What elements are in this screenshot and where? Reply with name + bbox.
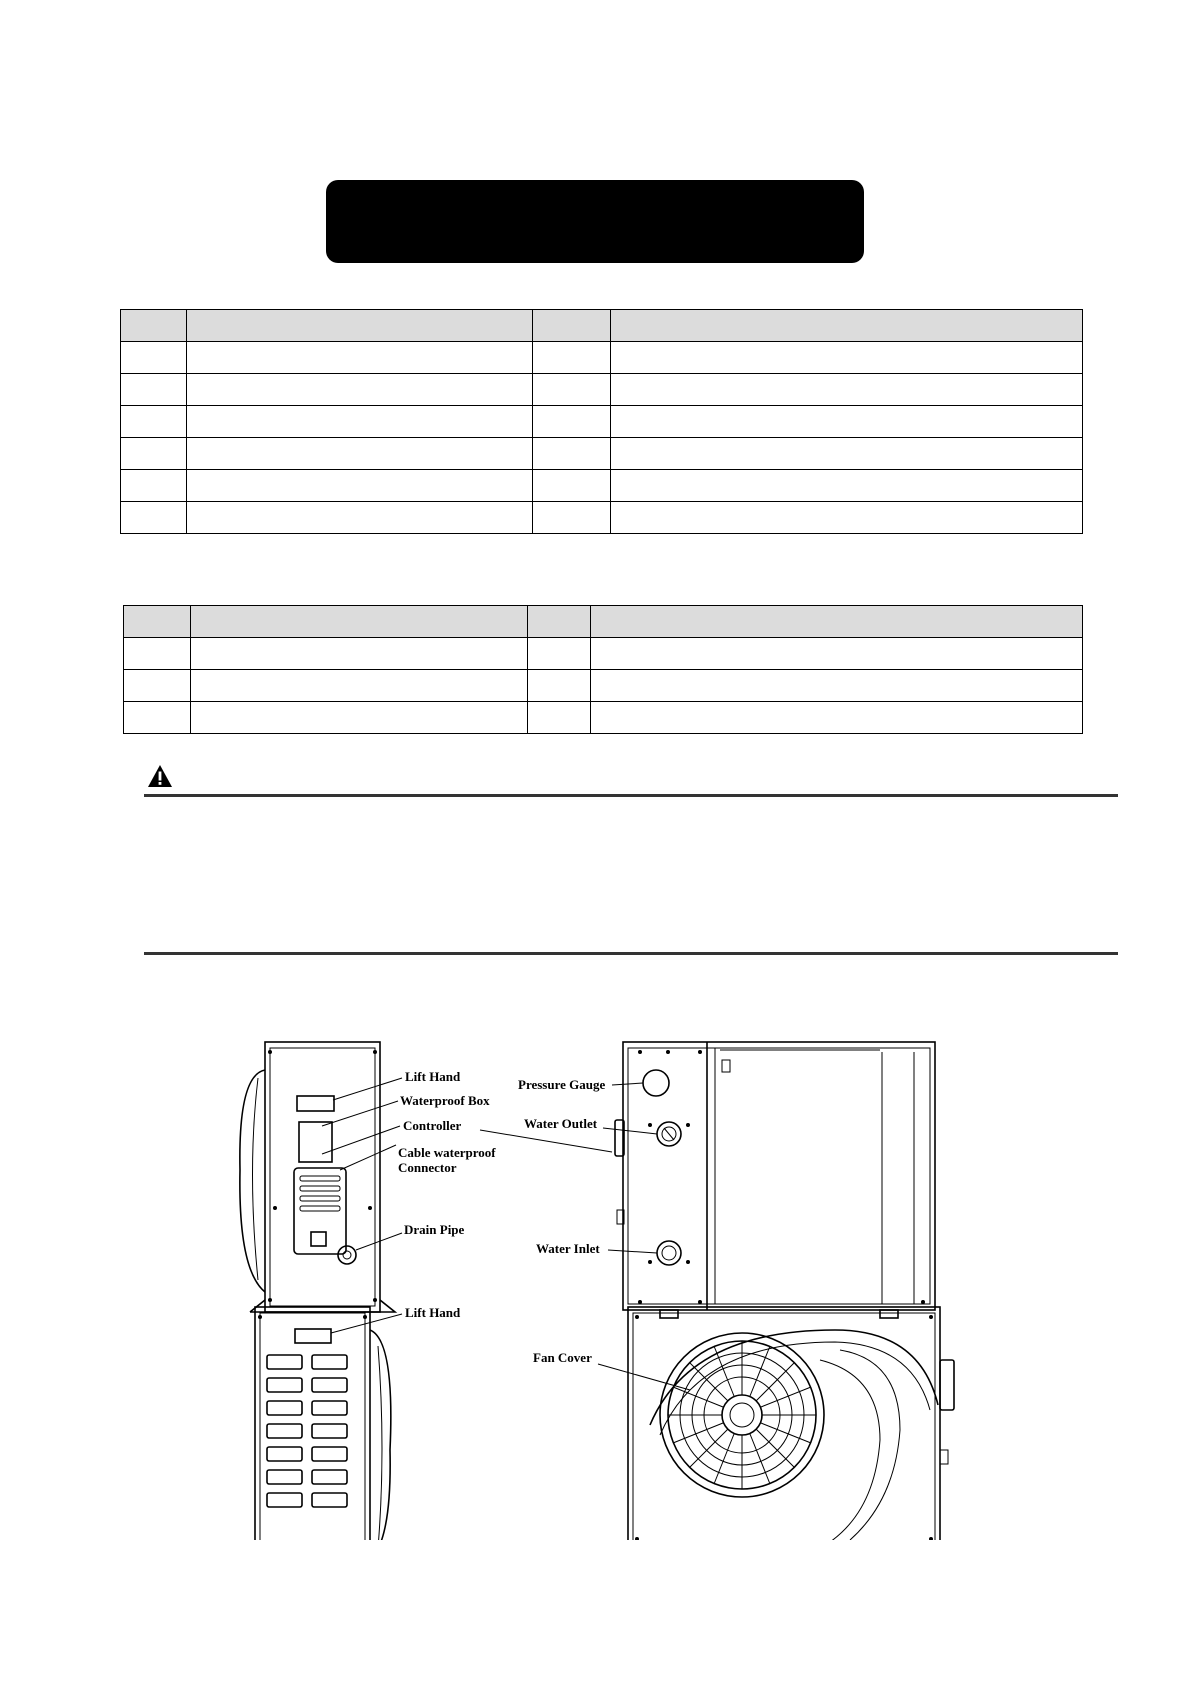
label-controller: Controller xyxy=(403,1118,462,1133)
warning-rule-top xyxy=(144,794,1118,797)
table-header-cell xyxy=(124,606,191,638)
table-row xyxy=(121,342,1083,374)
table-cell xyxy=(611,470,1083,502)
table-row xyxy=(121,438,1083,470)
table-cell xyxy=(528,702,591,734)
leader-drain-pipe xyxy=(356,1233,402,1250)
table-header-cell xyxy=(591,606,1083,638)
table-row xyxy=(121,406,1083,438)
table-cell xyxy=(124,702,191,734)
table-cell xyxy=(191,670,528,702)
table-header-cell xyxy=(121,310,187,342)
label-lift-hand-back: Lift Hand xyxy=(405,1305,461,1320)
table-cell xyxy=(533,502,611,534)
warning-rule-bottom xyxy=(144,952,1118,955)
table-cell xyxy=(591,702,1083,734)
table-row xyxy=(121,502,1083,534)
fan-blades xyxy=(668,1341,816,1489)
table-header-cell xyxy=(611,310,1083,342)
leader-controller-rear xyxy=(480,1130,612,1152)
louver-view-drawing xyxy=(243,1307,391,1540)
label-pressure-gauge: Pressure Gauge xyxy=(518,1077,606,1092)
table-header-cell xyxy=(533,310,611,342)
table-header-cell xyxy=(187,310,533,342)
table-cell xyxy=(611,502,1083,534)
table-cell xyxy=(191,638,528,670)
leader-controller xyxy=(322,1126,400,1154)
label-water-inlet: Water Inlet xyxy=(536,1241,600,1256)
table-header-cell xyxy=(191,606,528,638)
leader-water-outlet xyxy=(603,1128,657,1134)
table-cell xyxy=(187,470,533,502)
table-cell xyxy=(121,342,187,374)
table-row xyxy=(121,470,1083,502)
fan-view-drawing xyxy=(628,1307,954,1540)
table-cell xyxy=(187,342,533,374)
leader-cable-connector xyxy=(340,1145,396,1170)
table-cell xyxy=(533,470,611,502)
table-cell xyxy=(611,374,1083,406)
table-cell xyxy=(611,438,1083,470)
label-waterproof-box: Waterproof Box xyxy=(400,1093,490,1108)
leader-fan-cover xyxy=(598,1364,690,1390)
table-cell xyxy=(124,670,191,702)
table-cell xyxy=(121,406,187,438)
label-water-outlet: Water Outlet xyxy=(524,1116,598,1131)
table-cell xyxy=(121,470,187,502)
table-cell xyxy=(611,342,1083,374)
table-cell xyxy=(124,638,191,670)
table-row xyxy=(121,374,1083,406)
table-row xyxy=(124,702,1083,734)
warning-triangle-icon xyxy=(147,764,173,788)
table-row xyxy=(124,638,1083,670)
label-cable-connector-1: Cable waterproof xyxy=(398,1145,496,1160)
table-cell xyxy=(533,438,611,470)
table-header-cell xyxy=(528,606,591,638)
table-cell xyxy=(187,438,533,470)
table-1 xyxy=(120,309,1083,534)
table-cell xyxy=(528,638,591,670)
table-cell xyxy=(533,374,611,406)
table-cell xyxy=(528,670,591,702)
table-row xyxy=(124,670,1083,702)
table-cell xyxy=(187,502,533,534)
table-cell xyxy=(121,438,187,470)
title-banner xyxy=(326,180,864,263)
table-cell xyxy=(121,374,187,406)
table-2 xyxy=(123,605,1083,734)
label-cable-connector-2: Connector xyxy=(398,1160,457,1175)
table-cell xyxy=(191,702,528,734)
table-cell xyxy=(611,406,1083,438)
table-cell xyxy=(591,670,1083,702)
table-cell xyxy=(121,502,187,534)
table-cell xyxy=(533,342,611,374)
table-header-row xyxy=(124,606,1083,638)
louver-grid xyxy=(267,1355,347,1507)
rear-view-drawing xyxy=(615,1042,935,1318)
leader-lift-hand xyxy=(333,1078,402,1100)
leader-water-inlet xyxy=(608,1250,657,1253)
unit-diagram xyxy=(0,1030,1192,1540)
label-lift-hand-side: Lift Hand xyxy=(405,1069,461,1084)
table-header-row xyxy=(121,310,1083,342)
label-fan-cover: Fan Cover xyxy=(533,1350,592,1365)
table-cell xyxy=(187,374,533,406)
table-cell xyxy=(591,638,1083,670)
side-view-drawing xyxy=(240,1042,395,1312)
label-drain-pipe: Drain Pipe xyxy=(404,1222,465,1237)
table-cell xyxy=(533,406,611,438)
table-cell xyxy=(187,406,533,438)
